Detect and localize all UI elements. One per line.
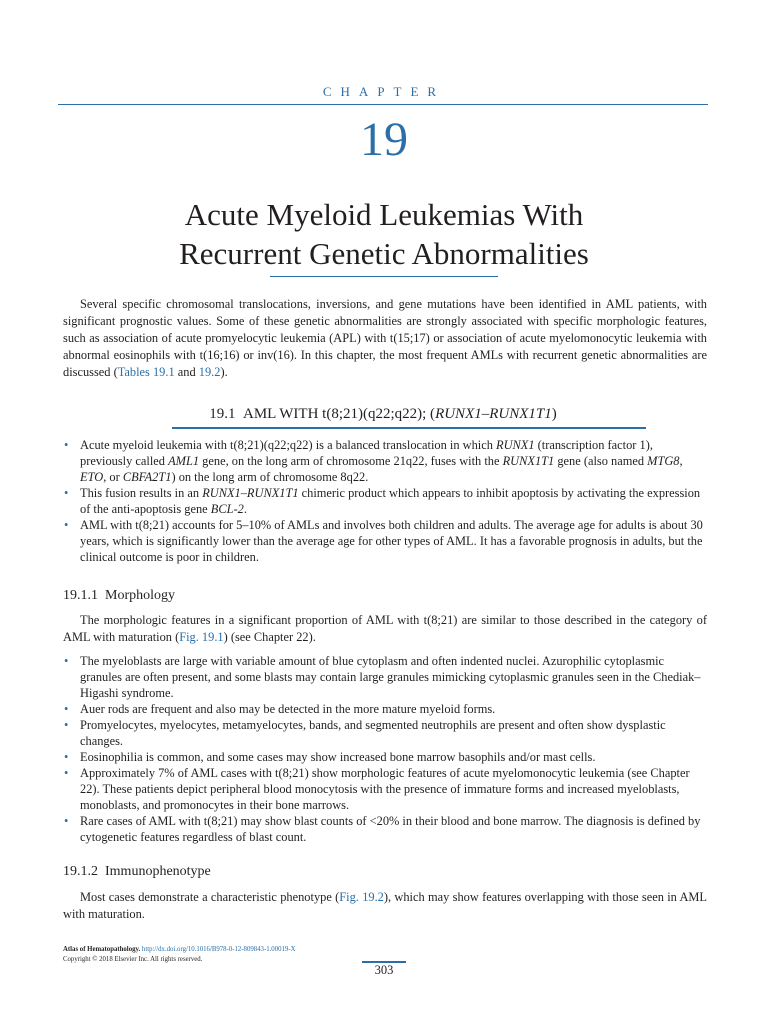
chapter-number: 19 xyxy=(360,113,408,166)
chapter-rule xyxy=(58,104,708,105)
immunophenotype-text-end: ), which may show features overlapping with those seen in AML with maturation. xyxy=(63,890,707,921)
section-number: 19.1 xyxy=(209,406,236,422)
morphology-text: The morphologic features in a significant proportion of AML with t(8;21) are similar to those described in the category of AML with maturation ( xyxy=(63,613,707,644)
section-title-prefix: AML WITH t(8;21)(q22;q22); ( xyxy=(243,406,436,422)
bullet-icon: • xyxy=(64,702,69,716)
intro-text: Several specific chromosomal translocations, inversions, and gene mutations have been identified in AML patients, with significant prognostic values. Some of these genetic abnormalities are strongly associated with specific morphologic features, such as association of acute promyelocytic leukemia (APL) with t(15;17) or association of acute myelomonocytic leukemia with abnormal eosinophils with t(16;16) or inv(16). In this chapter, the most frequent AMLs with recurrent genetic abnormalities are discussed ( xyxy=(63,297,707,379)
list-item: • Eosinophilia is common, and some cases may show increased bone marrow basophils and/or mast cells. xyxy=(64,750,596,764)
list-item: • Rare cases of AML with t(8;21) may show blast counts of <20% in their blood and bone marrow. The diagnosis is defined by cytogenetic features regardless of blast count. xyxy=(64,814,701,844)
list-item: • Acute myeloid leukemia with t(8;21)(q22;q22) is a balanced translocation in which RUNX1 (transcription factor 1), previously called AML1 gene, on the long arm of chromosome 21q22, fuses with the RUNX1T1 gene (also named MTG8, ETO, or CBFA2T1) on the long arm of chromosome 8q22. xyxy=(64,438,683,484)
chapter-title xyxy=(0,195,768,273)
intro-end: ). xyxy=(220,365,228,379)
section-title-suffix: ) xyxy=(551,406,557,422)
bullet-icon: • xyxy=(64,718,69,732)
link-fig-19-2[interactable]: Fig. 19.2 xyxy=(339,890,384,904)
chapter-label: CHAPTER xyxy=(322,84,446,99)
morphology-paragraph xyxy=(63,612,707,646)
list-item: • The myeloblasts are large with variable amount of blue cytoplasm and often indented nuclei. Azurophilic cytoplasmic granules are often present, and some blasts may contain large granules mimicking cytoplasmic granules seen in the Chediak–Higashi syndrome. xyxy=(64,654,701,700)
footer-doi-link[interactable]: http://dx.doi.org/10.1016/B978-0-12-809843-1.00019-X xyxy=(141,946,296,953)
title-rule xyxy=(270,276,498,277)
link-table-19-1[interactable]: Tables 19.1 xyxy=(117,365,175,379)
intro-paragraph xyxy=(63,296,707,381)
section-heading-19-1 xyxy=(58,404,708,424)
immunophenotype-paragraph xyxy=(63,889,707,923)
list-item: • Promyelocytes, myelocytes, metamyelocytes, bands, and segmented neutrophils are present and often show dysplastic changes. xyxy=(64,718,666,748)
intro-and: and xyxy=(174,365,199,379)
subsection-heading-immunophenotype xyxy=(63,863,211,881)
footer-citation xyxy=(63,945,295,954)
link-table-19-2[interactable]: 19.2 xyxy=(198,365,221,379)
subsection-title: Immunophenotype xyxy=(105,864,211,879)
chapter-title-line-1: Acute Myeloid Leukemias With xyxy=(184,197,584,232)
link-fig-19-1[interactable]: Fig. 19.1 xyxy=(179,630,224,644)
footer-copyright: Copyright © 2018 Elsevier Inc. All rights reserved. xyxy=(63,956,203,963)
chapter-title-line-2: Recurrent Genetic Abnormalities xyxy=(179,236,589,271)
bullet-icon: • xyxy=(64,766,69,780)
section-19-1-bullets xyxy=(63,437,707,565)
bullet-icon: • xyxy=(64,518,69,532)
subsection-number: 19.1.1 xyxy=(63,588,98,603)
morphology-bullets xyxy=(63,653,707,845)
subsection-heading-morphology xyxy=(63,587,175,605)
section-title-gene: RUNX1–RUNX1T1 xyxy=(435,406,552,422)
bullet-icon: • xyxy=(64,654,69,668)
bullet-icon: • xyxy=(64,750,69,764)
bullet-icon: • xyxy=(64,814,69,828)
bullet-icon: • xyxy=(64,486,69,500)
bullet-icon: • xyxy=(64,438,69,452)
list-item: • Approximately 7% of AML cases with t(8;21) show morphologic features of acute myelomonocytic leukemia (see Chapter 22). These patients depict peripheral blood monocytosis with the presence of immature forms and increased myeloblasts, monoblasts, and promonocytes in their bone marrows. xyxy=(64,766,690,812)
page-number: 303 xyxy=(374,963,394,977)
subsection-title: Morphology xyxy=(105,588,175,603)
footer-book-title: Atlas of Hematopathology. xyxy=(63,946,141,953)
morphology-text-end: ) (see Chapter 22). xyxy=(223,630,316,644)
list-item: • AML with t(8;21) accounts for 5–10% of AMLs and involves both children and adults. The average age for adults is about 30 years, which is significantly lower than the average age for other types of AML. It has a favorable prognosis in adults, but the clinical outcome is poor in children. xyxy=(64,518,703,564)
list-item: • This fusion results in an RUNX1–RUNX1T1 chimeric product which appears to inhibit apoptosis by activating the expression of the anti-apoptosis gene BCL-2. xyxy=(64,486,701,516)
subsection-number: 19.1.2 xyxy=(63,864,98,879)
immunophenotype-text: Most cases demonstrate a characteristic phenotype ( xyxy=(80,890,340,904)
list-item: • Auer rods are frequent and also may be detected in the more mature myeloid forms. xyxy=(64,702,496,716)
section-rule xyxy=(172,427,646,429)
